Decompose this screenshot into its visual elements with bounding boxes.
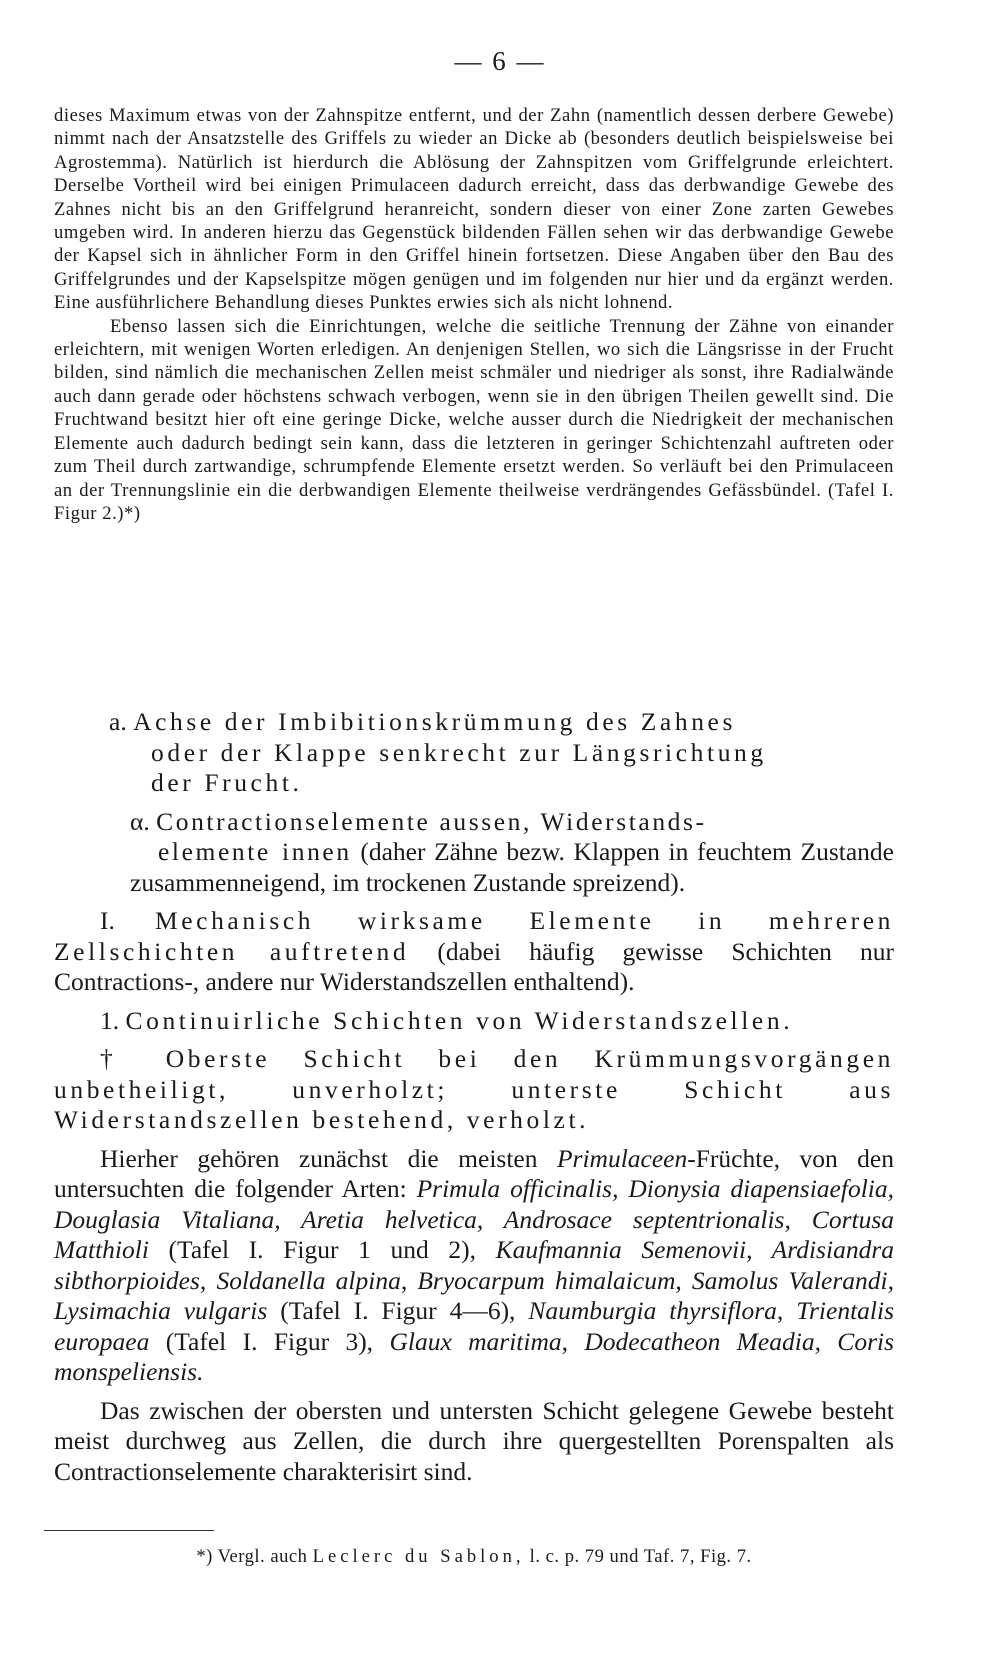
hierher-italic-1: Primulaceen [556, 1143, 688, 1173]
heading-dagger-spaced: Oberste Schicht bei den Krümmungsvorgängen unbetheiligt, unverholzt; unterste Schicht aus Widerstandszellen bestehend, verholzt. [54, 1044, 895, 1134]
hierher-text-4: (Tafel I. Figur 4—6), [267, 1296, 529, 1325]
paragraph-ebenso: Ebenso lassen sich die Einrichtungen, welche die seitliche Trennung der Zähne von einander erleichtern, mit wenigen Worten erledigen. An denjenigen Stellen, wo sich die Längsrisse in der Frucht bilden, sind nämlich die mechanischen Zellen meist schmäler und niedriger als sonst, ihre Radialwände auch dann gerade oder höchstens schwach verbogen, wenn sie in den übrigen Theilen gewellt sind. Die Fruchtwand besitzt hier oft eine geringe Dicke, welche ausser durch die Niedrigkeit der mechanischen Elemente auch dadurch bedingt sein kann, dass die letzteren in geringer Schichtenzahl auftreten oder zum Theil durch zartwandige, schrumpfende Elemente ersetzt werden. So verläuft bei den Primulaceen an der Trennungslinie ein die derbwandigen Elemente theilweise verdrängendes Gefässbündel. (Tafel I. Figur 2.)*) [54, 315, 894, 524]
paragraph-maximum: dieses Maximum etwas von der Zahnspitze entfernt, und der Zahn (namentlich dessen derbere Gewebe) nimmt nach der Ansatzstelle des Griffels zu wieder an Dicke ab (besonders deutlich beispielsweise bei Agrostemma). Natürlich ist hierdurch die Ablösung der Zahnspitzen vom Griffelgrunde erleichtert. Derselbe Vortheil wird bei einigen Primulaceen dadurch erreicht, dass das derbwandige Gewebe des Zahnes nicht bis an den Griffelgrund heranreicht, sondern dieser von einer Zone zarten Gewebes umgeben wird. In anderen hierzu das Gegenstück bildenden Fällen sehen wir das derbwandige Gewebe der Kapsel sich in ähnlicher Form in den Griffel hinein fortsetzen. Diese Angaben über den Bau des Griffelgrundes und der Kapselspitze mögen genügen und im folgenden nur hier und da ergänzt werden. Eine ausführlichere Behandlung dieses Punktes erwies sich als nicht lohnend. [54, 105, 894, 314]
heading-alpha-spaced2: elemente innen [158, 837, 352, 866]
hierher-italic-4: Naumburgia thyrsiflora, Trientalis europaea [54, 1296, 894, 1356]
heading-a-marker: a. [109, 707, 127, 736]
hierher-text-5: (Tafel I. Figur 3), [149, 1326, 390, 1356]
heading-a-line3: der Frucht. [151, 768, 303, 797]
heading-1-spaced: Continuirliche Schichten von Widerstandszellen. [125, 1005, 794, 1035]
footnote-prefix: *) Vergl. auch [196, 1546, 313, 1567]
heading-alpha-spaced: Contractionselemente aussen, Widerstands- [156, 806, 707, 836]
footnote-author: Leclerc du Sablon, [312, 1546, 525, 1567]
heading-a [54, 707, 894, 799]
hierher-text-2: -Früchte, von den untersuchten die folgender Arten: [54, 1143, 894, 1203]
hierher-italic-2: Primula officinalis, Dionysia diapensiaefolia, Douglasia Vitaliana, Aretia helvetica, Androsace septentrionalis, Cortusa Matthioli [54, 1174, 894, 1264]
heading-I-spaced: Mechanisch wirksame Elemente in mehreren Zellschichten auftretend [54, 906, 894, 966]
heading-a-line1: Achse der Imbibitionskrümmung des Zahnes [133, 707, 736, 736]
small-text-block [54, 104, 894, 525]
heading-1-marker: 1. [100, 1005, 120, 1035]
heading-I-rest: (dabei häufig gewisse Schichten nur Contractions-, andere nur Widerstandszellen enthaltend). [54, 936, 895, 996]
heading-dagger [54, 1044, 894, 1136]
footnote [54, 1545, 894, 1569]
paragraph-hierher [54, 1144, 894, 1388]
page-number: — 6 — [454, 46, 546, 76]
heading-I-marker: I. [100, 906, 115, 935]
main-text-block [54, 707, 894, 1487]
heading-alpha-marker: α. [130, 806, 150, 836]
heading-alpha-rest: (daher Zähne bezw. Klappen in feuchtem Zustande zusammenneigend, im trockenen Zustande spreizend). [130, 837, 894, 897]
paragraph-das: Das zwischen der obersten und untersten Schicht gelegene Gewebe besteht meist durchweg aus Zellen, die durch ihre quergestellten Porenspalten als Contractionselemente charakterisirt sind. [54, 1395, 894, 1486]
hierher-italic-5: Glaux maritima, Dodecatheon Meadia, Coris monspeliensis. [54, 1326, 894, 1386]
footnote-suffix: l. c. p. 79 und Taf. 7, Fig. 7. [524, 1546, 752, 1567]
hierher-text-1: Hierher gehören zunächst die meisten [100, 1143, 557, 1173]
footnote-rule [44, 1530, 214, 1531]
hierher-italic-3: Kaufmannia Semenovii, Ardisiandra sibthorpioides, Soldanella alpina, Bryocarpum himalaicum, Samolus Valerandi, Lysimachia vulgaris [54, 1235, 894, 1325]
heading-1 [54, 1006, 894, 1037]
hierher-text-3: (Tafel I. Figur 1 und 2), [148, 1235, 496, 1264]
heading-I [54, 906, 894, 998]
heading-a-line2: oder der Klappe senkrecht zur Längsrichtung [151, 737, 767, 767]
dagger-icon: † [100, 1044, 137, 1073]
heading-alpha [54, 807, 894, 899]
